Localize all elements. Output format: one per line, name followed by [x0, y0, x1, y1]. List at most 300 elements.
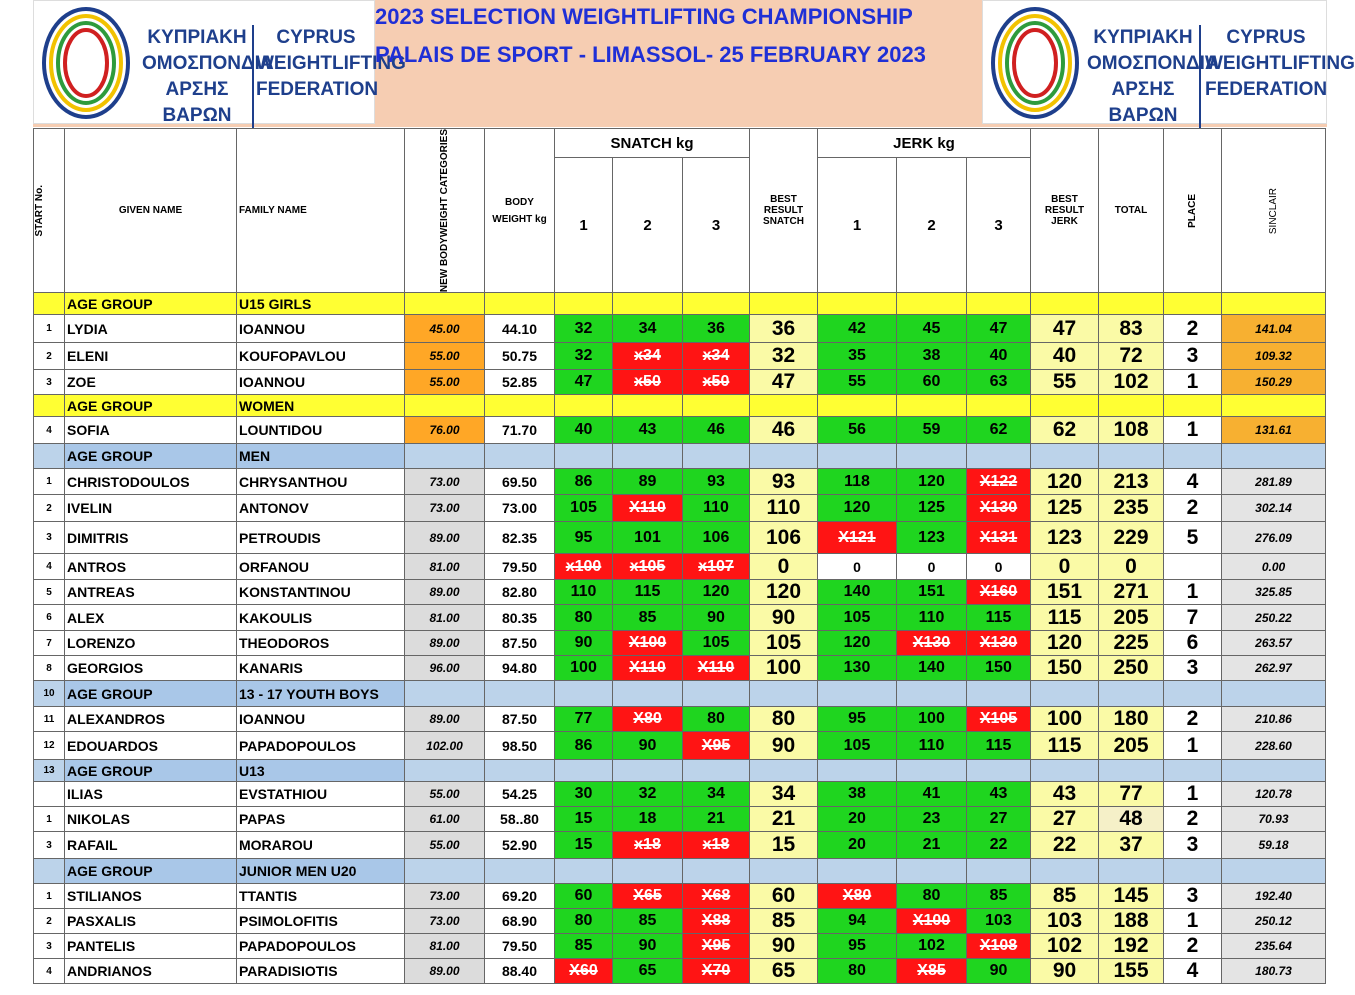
age-group-label: AGE GROUP	[65, 395, 237, 417]
best-snatch-cell: 65	[750, 959, 818, 984]
athlete-row	[34, 934, 1326, 959]
body-weight-cell: 52.90	[485, 832, 555, 859]
snatch-attempt-cell: X68	[683, 884, 750, 909]
best-snatch-cell: 90	[750, 934, 818, 959]
empty-cell	[683, 293, 750, 315]
snatch-attempt-cell: 90	[613, 934, 683, 959]
best-jerk-cell: 120	[1031, 631, 1099, 656]
sinclair-cell: 141.04	[1222, 315, 1326, 343]
category-cell: 81.00	[405, 934, 485, 959]
empty-cell	[750, 760, 818, 782]
place-cell: 7	[1164, 605, 1222, 631]
logo-english-text	[1205, 25, 1355, 103]
empty-cell	[1222, 444, 1326, 469]
best-snatch-cell: 100	[750, 656, 818, 681]
empty-cell	[405, 760, 485, 782]
best-jerk-cell: 47	[1031, 315, 1099, 343]
family-name-cell: KOUFOPAVLOU	[237, 343, 405, 370]
start-no-cell: 3	[34, 934, 65, 959]
place-cell: 3	[1164, 343, 1222, 370]
best-jerk-cell: 150	[1031, 656, 1099, 681]
jerk-attempt-cell: 100	[897, 707, 967, 732]
total-cell: 155	[1099, 959, 1164, 984]
empty-cell	[613, 859, 683, 884]
best-snatch-cell: 120	[750, 580, 818, 605]
body-weight-cell: 71.70	[485, 417, 555, 444]
empty-cell	[405, 395, 485, 417]
family-name-cell: PAPADOPOULOS	[237, 934, 405, 959]
best-snatch-cell: 34	[750, 782, 818, 807]
jerk-attempt-cell: 62	[967, 417, 1031, 444]
jerk-attempt-cell: 0	[967, 554, 1031, 580]
sinclair-cell: 325.85	[1222, 580, 1326, 605]
start-no-cell: 2	[34, 909, 65, 934]
jerk-attempt-cell: 115	[967, 605, 1031, 631]
olympic-rings-icon	[36, 3, 136, 121]
total-cell: 229	[1099, 522, 1164, 554]
snatch-attempt-cell: X60	[555, 959, 613, 984]
jerk-attempt-cell: 120	[897, 469, 967, 495]
total-cell: 108	[1099, 417, 1164, 444]
athlete-row	[34, 495, 1326, 522]
start-no-cell	[34, 395, 65, 417]
sinclair-cell: 263.57	[1222, 631, 1326, 656]
snatch-attempt-cell: 47	[555, 370, 613, 395]
given-name-cell: IVELIN	[65, 495, 237, 522]
total-cell: 192	[1099, 934, 1164, 959]
col-body-weight: BODY WEIGHT kg	[485, 129, 555, 293]
age-group-label: AGE GROUP	[65, 681, 237, 707]
jerk-attempt-cell: 103	[967, 909, 1031, 934]
given-name-cell: GEORGIOS	[65, 656, 237, 681]
total-cell: 77	[1099, 782, 1164, 807]
jerk-attempt-cell: 95	[818, 707, 897, 732]
given-name-cell: ANDRIANOS	[65, 959, 237, 984]
logo-en-line: FEDERATION	[1205, 79, 1328, 100]
snatch-attempt-cell: 34	[683, 782, 750, 807]
best-snatch-cell: 110	[750, 495, 818, 522]
category-cell: 73.00	[405, 469, 485, 495]
empty-cell	[897, 760, 967, 782]
best-jerk-cell: 43	[1031, 782, 1099, 807]
empty-cell	[750, 293, 818, 315]
snatch-attempt-cell: 101	[613, 522, 683, 554]
age-group-row	[34, 293, 1326, 315]
logo-greek-text	[1087, 25, 1219, 129]
empty-cell	[967, 681, 1031, 707]
empty-cell	[683, 760, 750, 782]
jerk-attempt-cell: 120	[818, 631, 897, 656]
snatch-attempt-cell: 86	[555, 732, 613, 760]
jerk-attempt-cell: 118	[818, 469, 897, 495]
empty-cell	[1222, 293, 1326, 315]
empty-cell	[405, 681, 485, 707]
place-cell: 6	[1164, 631, 1222, 656]
col-snatch-2: 2	[613, 158, 683, 293]
col-snatch-1: 1	[555, 158, 613, 293]
empty-cell	[555, 859, 613, 884]
jerk-attempt-cell: X121	[818, 522, 897, 554]
family-name-cell: IOANNOU	[237, 315, 405, 343]
sinclair-cell: 59.18	[1222, 832, 1326, 859]
snatch-attempt-cell: x18	[683, 832, 750, 859]
given-name-cell: PANTELIS	[65, 934, 237, 959]
best-snatch-cell: 47	[750, 370, 818, 395]
body-weight-cell: 94.80	[485, 656, 555, 681]
jerk-attempt-cell: 80	[818, 959, 897, 984]
snatch-attempt-cell: 110	[683, 495, 750, 522]
best-snatch-cell: 90	[750, 732, 818, 760]
total-cell: 48	[1099, 807, 1164, 832]
col-place	[1164, 129, 1222, 293]
jerk-attempt-cell: 22	[967, 832, 1031, 859]
jerk-attempt-cell: 140	[897, 656, 967, 681]
sinclair-cell: 281.89	[1222, 469, 1326, 495]
col-category	[405, 129, 485, 293]
place-cell: 2	[1164, 807, 1222, 832]
total-cell: 271	[1099, 580, 1164, 605]
snatch-attempt-cell: 90	[613, 732, 683, 760]
sinclair-cell: 150.29	[1222, 370, 1326, 395]
body-weight-cell: 54.25	[485, 782, 555, 807]
jerk-attempt-cell: 63	[967, 370, 1031, 395]
logo-gr-line: ΑΡΣΗΣ ΒΑΡΩΝ	[162, 79, 232, 126]
empty-cell	[485, 859, 555, 884]
jerk-attempt-cell: 20	[818, 832, 897, 859]
start-no-cell: 4	[34, 959, 65, 984]
total-cell: 188	[1099, 909, 1164, 934]
federation-logo-left	[33, 0, 406, 126]
given-name-cell: ALEX	[65, 605, 237, 631]
sinclair-cell: 180.73	[1222, 959, 1326, 984]
logo-greek-text	[142, 25, 274, 129]
athlete-row	[34, 884, 1326, 909]
empty-cell	[897, 681, 967, 707]
best-jerk-cell: 151	[1031, 580, 1099, 605]
snatch-attempt-cell: 80	[555, 909, 613, 934]
empty-cell	[967, 293, 1031, 315]
jerk-attempt-cell: 120	[818, 495, 897, 522]
athlete-row	[34, 631, 1326, 656]
sinclair-cell: 276.09	[1222, 522, 1326, 554]
given-name-cell: SOFIA	[65, 417, 237, 444]
given-name-cell: LYDIA	[65, 315, 237, 343]
category-cell: 61.00	[405, 807, 485, 832]
jerk-attempt-cell: 105	[818, 605, 897, 631]
place-cell: 4	[1164, 959, 1222, 984]
snatch-attempt-cell: 32	[613, 782, 683, 807]
snatch-attempt-cell: X95	[683, 732, 750, 760]
jerk-attempt-cell: X130	[897, 631, 967, 656]
col-jerk-1: 1	[818, 158, 897, 293]
start-no-cell: 1	[34, 469, 65, 495]
place-cell: 4	[1164, 469, 1222, 495]
col-jerk-3: 3	[967, 158, 1031, 293]
family-name-cell: CHRYSANTHOU	[237, 469, 405, 495]
category-cell: 89.00	[405, 959, 485, 984]
header-row-top	[34, 129, 1326, 158]
snatch-attempt-cell: 40	[555, 417, 613, 444]
jerk-attempt-cell: X80	[818, 884, 897, 909]
snatch-attempt-cell: X70	[683, 959, 750, 984]
total-cell: 145	[1099, 884, 1164, 909]
athlete-row	[34, 807, 1326, 832]
best-jerk-cell: 27	[1031, 807, 1099, 832]
empty-cell	[818, 760, 897, 782]
start-no-cell: 7	[34, 631, 65, 656]
empty-cell	[1164, 395, 1222, 417]
sinclair-cell: 131.61	[1222, 417, 1326, 444]
sinclair-cell: 235.64	[1222, 934, 1326, 959]
family-name-cell: LOUNTIDOU	[237, 417, 405, 444]
sinclair-cell: 120.78	[1222, 782, 1326, 807]
empty-cell	[613, 293, 683, 315]
start-no-cell	[34, 293, 65, 315]
best-snatch-cell: 36	[750, 315, 818, 343]
empty-cell	[1031, 760, 1099, 782]
empty-cell	[485, 681, 555, 707]
athlete-row	[34, 782, 1326, 807]
given-name-cell: ILIAS	[65, 782, 237, 807]
athlete-row	[34, 343, 1326, 370]
snatch-attempt-cell: x50	[613, 370, 683, 395]
venue-date-title: PALAIS DE SPORT - LIMASSOL- 25 FEBRUARY 2023	[375, 42, 926, 67]
total-cell: 102	[1099, 370, 1164, 395]
best-jerk-cell: 115	[1031, 732, 1099, 760]
athlete-row	[34, 417, 1326, 444]
best-jerk-cell: 125	[1031, 495, 1099, 522]
category-cell: 102.00	[405, 732, 485, 760]
logo-en-line: WEIGHTLIFTING	[1205, 53, 1355, 74]
best-snatch-cell: 85	[750, 909, 818, 934]
empty-cell	[1099, 760, 1164, 782]
place-cell: 5	[1164, 522, 1222, 554]
jerk-attempt-cell: 40	[967, 343, 1031, 370]
total-cell: 205	[1099, 605, 1164, 631]
category-cell: 55.00	[405, 343, 485, 370]
family-name-cell: KONSTANTINOU	[237, 580, 405, 605]
category-cell: 76.00	[405, 417, 485, 444]
start-no-cell: 12	[34, 732, 65, 760]
family-name-cell: IOANNOU	[237, 370, 405, 395]
snatch-attempt-cell: X88	[683, 909, 750, 934]
empty-cell	[1099, 444, 1164, 469]
start-no-cell: 8	[34, 656, 65, 681]
jerk-attempt-cell: X85	[897, 959, 967, 984]
jerk-attempt-cell: 21	[897, 832, 967, 859]
jerk-attempt-cell: 95	[818, 934, 897, 959]
empty-cell	[555, 293, 613, 315]
col-best-snatch: BEST RESULT SNATCH	[750, 129, 818, 293]
col-sinclair	[1222, 129, 1326, 293]
given-name-cell: LORENZO	[65, 631, 237, 656]
logo-gr-line: ΟΜΟΣΠΟΝΔΙΑ	[142, 53, 274, 74]
snatch-attempt-cell: x105	[613, 554, 683, 580]
body-weight-cell: 68.90	[485, 909, 555, 934]
empty-cell	[613, 444, 683, 469]
olympic-rings-icon	[985, 3, 1085, 121]
best-jerk-cell: 103	[1031, 909, 1099, 934]
start-no-cell	[34, 444, 65, 469]
empty-cell	[897, 444, 967, 469]
empty-cell	[485, 395, 555, 417]
jerk-attempt-cell: 115	[967, 732, 1031, 760]
jerk-attempt-cell: X100	[897, 909, 967, 934]
logo-gr-line: ΟΜΟΣΠΟΝΔΙΑ	[1087, 53, 1219, 74]
col-place-label: PLACE	[1187, 193, 1198, 228]
col-start-no-label: START No.	[34, 184, 45, 237]
empty-cell	[818, 859, 897, 884]
jerk-attempt-cell: X105	[967, 707, 1031, 732]
best-snatch-cell: 106	[750, 522, 818, 554]
empty-cell	[555, 760, 613, 782]
age-group-row	[34, 859, 1326, 884]
category-cell: 73.00	[405, 495, 485, 522]
jerk-attempt-cell: 47	[967, 315, 1031, 343]
jerk-attempt-cell: 23	[897, 807, 967, 832]
family-name-cell: IOANNOU	[237, 707, 405, 732]
snatch-attempt-cell: x100	[555, 554, 613, 580]
given-name-cell: ANTREAS	[65, 580, 237, 605]
category-cell: 55.00	[405, 782, 485, 807]
total-cell: 205	[1099, 732, 1164, 760]
family-name-cell: PAPAS	[237, 807, 405, 832]
total-cell: 72	[1099, 343, 1164, 370]
jerk-attempt-cell: 130	[818, 656, 897, 681]
jerk-attempt-cell: X131	[967, 522, 1031, 554]
best-jerk-cell: 85	[1031, 884, 1099, 909]
body-weight-cell: 82.35	[485, 522, 555, 554]
category-cell: 73.00	[405, 884, 485, 909]
sinclair-cell: 250.12	[1222, 909, 1326, 934]
empty-cell	[750, 681, 818, 707]
snatch-attempt-cell: 120	[683, 580, 750, 605]
logo-gr-line: ΚΥΠΡΙΑΚΗ	[1093, 27, 1193, 48]
jerk-attempt-cell: 42	[818, 315, 897, 343]
athlete-row	[34, 554, 1326, 580]
athlete-row	[34, 315, 1326, 343]
empty-cell	[1164, 681, 1222, 707]
given-name-cell: STILIANOS	[65, 884, 237, 909]
snatch-attempt-cell: x107	[683, 554, 750, 580]
empty-cell	[1164, 293, 1222, 315]
place-cell: 2	[1164, 495, 1222, 522]
col-start-no	[34, 129, 65, 293]
jerk-attempt-cell: 125	[897, 495, 967, 522]
snatch-attempt-cell: 60	[555, 884, 613, 909]
given-name-cell: RAFAIL	[65, 832, 237, 859]
snatch-attempt-cell: x34	[613, 343, 683, 370]
snatch-attempt-cell: x50	[683, 370, 750, 395]
snatch-attempt-cell: 43	[613, 417, 683, 444]
start-no-cell: 4	[34, 554, 65, 580]
total-cell: 250	[1099, 656, 1164, 681]
best-jerk-cell: 100	[1031, 707, 1099, 732]
age-group-name: 13 - 17 YOUTH BOYS	[237, 681, 405, 707]
family-name-cell: ORFANOU	[237, 554, 405, 580]
snatch-attempt-cell: 86	[555, 469, 613, 495]
sinclair-cell: 228.60	[1222, 732, 1326, 760]
body-weight-cell: 69.50	[485, 469, 555, 495]
category-cell: 89.00	[405, 580, 485, 605]
best-snatch-cell: 80	[750, 707, 818, 732]
empty-cell	[897, 859, 967, 884]
place-cell: 1	[1164, 782, 1222, 807]
family-name-cell: PARADISIOTIS	[237, 959, 405, 984]
empty-cell	[750, 444, 818, 469]
empty-cell	[967, 760, 1031, 782]
given-name-cell: NIKOLAS	[65, 807, 237, 832]
place-cell: 3	[1164, 656, 1222, 681]
empty-cell	[967, 444, 1031, 469]
snatch-attempt-cell: 30	[555, 782, 613, 807]
start-no-cell: 1	[34, 884, 65, 909]
family-name-cell: EVSTATHIOU	[237, 782, 405, 807]
snatch-attempt-cell: X80	[613, 707, 683, 732]
body-weight-cell: 80.35	[485, 605, 555, 631]
best-jerk-cell: 123	[1031, 522, 1099, 554]
total-cell: 235	[1099, 495, 1164, 522]
start-no-cell: 2	[34, 343, 65, 370]
best-snatch-cell: 90	[750, 605, 818, 631]
best-jerk-cell: 115	[1031, 605, 1099, 631]
jerk-attempt-cell: X130	[967, 495, 1031, 522]
snatch-attempt-cell: 77	[555, 707, 613, 732]
best-jerk-cell: 40	[1031, 343, 1099, 370]
empty-cell	[405, 444, 485, 469]
snatch-attempt-cell: X110	[683, 656, 750, 681]
body-weight-cell: 87.50	[485, 707, 555, 732]
total-cell: 225	[1099, 631, 1164, 656]
jerk-attempt-cell: 38	[818, 782, 897, 807]
athlete-row	[34, 959, 1326, 984]
empty-cell	[613, 760, 683, 782]
jerk-attempt-cell: 140	[818, 580, 897, 605]
athlete-row	[34, 605, 1326, 631]
empty-cell	[897, 395, 967, 417]
place-cell: 2	[1164, 707, 1222, 732]
empty-cell	[683, 681, 750, 707]
start-no-cell: 3	[34, 370, 65, 395]
age-group-label: AGE GROUP	[65, 760, 237, 782]
sinclair-cell: 302.14	[1222, 495, 1326, 522]
start-no-cell: 2	[34, 495, 65, 522]
empty-cell	[967, 859, 1031, 884]
jerk-attempt-cell: 110	[897, 605, 967, 631]
jerk-attempt-cell: 20	[818, 807, 897, 832]
jerk-attempt-cell: 151	[897, 580, 967, 605]
given-name-cell: CHRISTODOULOS	[65, 469, 237, 495]
col-snatch-3: 3	[683, 158, 750, 293]
federation-logo-right	[982, 0, 1355, 126]
empty-cell	[485, 293, 555, 315]
snatch-attempt-cell: 15	[555, 832, 613, 859]
empty-cell	[750, 395, 818, 417]
age-group-label: AGE GROUP	[65, 293, 237, 315]
family-name-cell: TTANTIS	[237, 884, 405, 909]
athlete-row	[34, 580, 1326, 605]
sinclair-cell: 262.97	[1222, 656, 1326, 681]
sinclair-cell: 109.32	[1222, 343, 1326, 370]
jerk-attempt-cell: X108	[967, 934, 1031, 959]
category-cell: 89.00	[405, 707, 485, 732]
empty-cell	[1031, 395, 1099, 417]
snatch-attempt-cell: 32	[555, 343, 613, 370]
snatch-attempt-cell: x18	[613, 832, 683, 859]
place-cell: 2	[1164, 315, 1222, 343]
sinclair-cell: 0.00	[1222, 554, 1326, 580]
body-weight-cell: 79.50	[485, 934, 555, 959]
